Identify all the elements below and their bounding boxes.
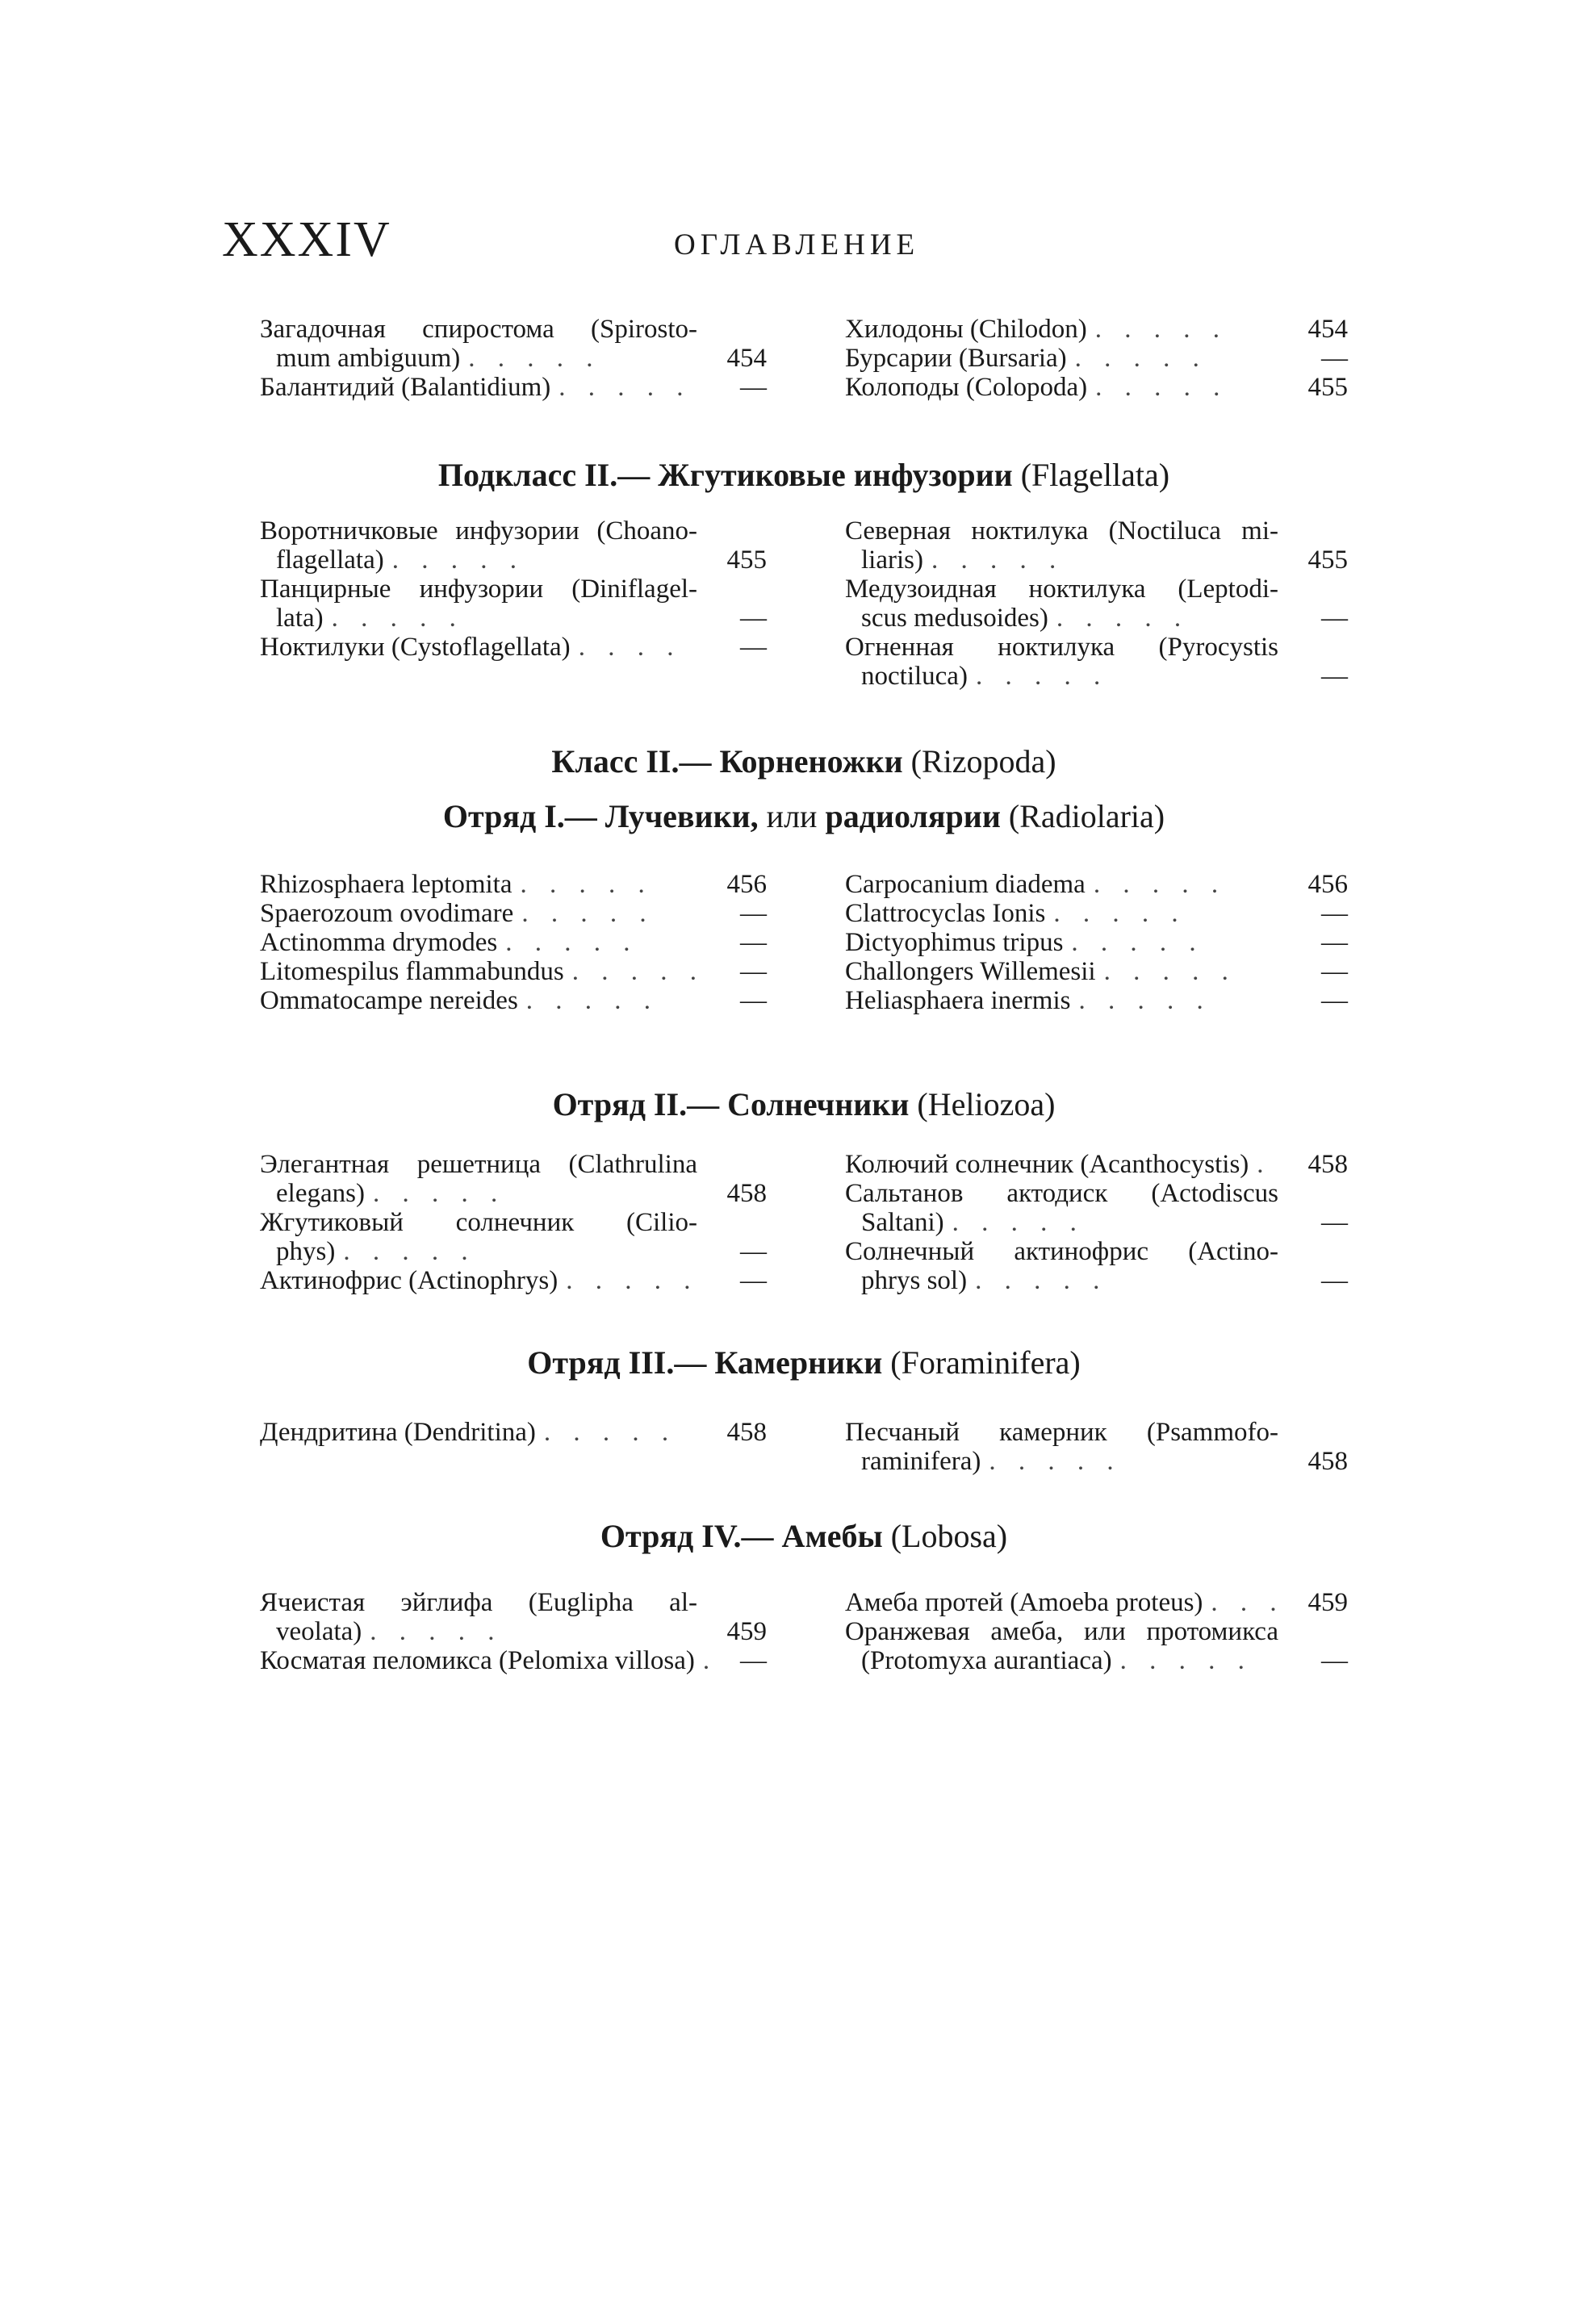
toc-entry-line (260, 1208, 767, 1237)
leader-dots: . . . . . (520, 870, 653, 899)
toc-entry (845, 928, 1348, 957)
class-heading (260, 742, 1348, 780)
toc-entry (260, 315, 767, 373)
order-heading (260, 1517, 1348, 1555)
toc-entry-line (845, 1418, 1348, 1447)
toc-entry (260, 633, 767, 662)
running-head (222, 211, 1352, 276)
toc-entry-text: Дендритина (Dendritina) (260, 1418, 536, 1447)
toc-entry-text: Spaerozoum ovodimare (260, 899, 514, 928)
toc-entry (260, 516, 767, 575)
toc-entry-text: Challongers Willemesii (845, 957, 1096, 986)
toc-entry-text: Dictyophimus tripus (845, 928, 1064, 957)
heading-bold: Подкласс II.— Жгутиковые инфузории (437, 457, 1013, 493)
toc-entry (845, 1179, 1348, 1237)
leader-dots: . . . . . (468, 344, 601, 373)
toc-entry-line (260, 575, 767, 604)
toc-entry-line (845, 1588, 1348, 1617)
toc-page-number: 454 (1307, 315, 1348, 344)
heading-bold: Отряд I.— Лучевики, (442, 798, 759, 834)
toc-page-number: — (740, 1266, 767, 1295)
leader-dots: . . . (1211, 1588, 1285, 1617)
leader-dots: . (1257, 1150, 1272, 1179)
toc-entry-line (845, 1150, 1348, 1179)
toc-entry-text: veolata) (276, 1617, 362, 1646)
toc-entry-line (845, 373, 1348, 402)
leader-dots: . . . . . (331, 604, 464, 633)
toc-column-left (260, 516, 767, 662)
toc-page-number: 458 (726, 1418, 767, 1447)
toc-entry (845, 315, 1348, 344)
toc-entry-line (845, 604, 1348, 633)
toc-entry-line (260, 1179, 767, 1208)
toc-entry-line (260, 1418, 767, 1447)
leader-dots: . . . . . (1095, 373, 1228, 402)
toc-entry-line (260, 899, 767, 928)
toc-entry-text: Clattrocyclas Ionis (845, 899, 1046, 928)
order-heading (260, 797, 1348, 835)
leader-dots: . . . . . (505, 928, 638, 957)
leader-dots: . . . . . (975, 1266, 1108, 1295)
toc-entry (845, 633, 1348, 691)
toc-entry-text: Песчаный камерник (Psammofo- (845, 1418, 1278, 1447)
leader-dots: . . . . . (571, 957, 705, 986)
toc-entry-line (260, 1646, 767, 1675)
leader-dots: . . . . . (931, 545, 1065, 575)
order-heading (260, 1085, 1348, 1123)
toc-column-left (260, 315, 767, 402)
toc-page-number: — (1321, 1646, 1348, 1675)
toc-entry-text: liaris) (861, 545, 923, 575)
leader-dots: . . . . . (543, 1418, 677, 1447)
toc-column-right (845, 315, 1348, 402)
toc-page-number: — (1321, 662, 1348, 691)
toc-entry (845, 1418, 1348, 1476)
toc-entry-line (845, 1617, 1348, 1646)
toc-entry-line (260, 1617, 767, 1646)
leader-dots: . . . . . (372, 1179, 506, 1208)
toc-entry-text: phys) (276, 1237, 336, 1266)
toc-entry (260, 1150, 767, 1208)
toc-entry-line (845, 1447, 1348, 1476)
leader-dots: . . . . . (989, 1447, 1122, 1476)
toc-page-number: 459 (1307, 1588, 1348, 1617)
toc-entry-text: Carpocanium diadema (845, 870, 1086, 899)
toc-entry-line (260, 545, 767, 575)
toc-entry-text: phrys sol) (861, 1266, 968, 1295)
toc-column-right (845, 870, 1348, 1015)
toc-entry-line (845, 575, 1348, 604)
leader-dots: . . . . . (1103, 957, 1236, 986)
toc-entry-line (845, 928, 1348, 957)
toc-entry-text: scus medusoides) (861, 604, 1048, 633)
toc-entry-line (260, 1237, 767, 1266)
toc-page-number: 459 (726, 1617, 767, 1646)
toc-page-number: 456 (726, 870, 767, 899)
page-number: XXXIV (222, 212, 391, 267)
toc-page-number: — (1321, 1208, 1348, 1237)
toc-entry-text: lata) (276, 604, 324, 633)
heading-latin: (Foraminifera) (890, 1344, 1081, 1381)
toc-column-right (845, 1588, 1348, 1675)
toc-column-right (845, 1418, 1348, 1476)
toc-page-number: 458 (726, 1179, 767, 1208)
toc-entry-text: Солнечный актинофрис (Actino- (845, 1237, 1278, 1266)
toc-entry-text: Ommatocampe nereides (260, 986, 518, 1015)
toc-entry-line (845, 1266, 1348, 1295)
toc-page-number: — (740, 1237, 767, 1266)
leader-dots: . . . . . (525, 986, 659, 1015)
heading-latin: (Rizopoda) (910, 743, 1056, 780)
leader-dots: . . . . . (1119, 1646, 1253, 1675)
heading-latin: (Lobosa) (890, 1518, 1008, 1554)
leader-dots: . . . . . (1094, 315, 1228, 344)
toc-page-number: — (740, 633, 767, 662)
toc-entry-line (845, 315, 1348, 344)
toc-entry-text: Косматая пеломикса (Pelomixa villosa) (260, 1646, 695, 1675)
leader-dots: . . . . . (521, 899, 655, 928)
toc-entry-line (260, 315, 767, 344)
heading-mid: или (758, 798, 826, 834)
leader-dots: . . . . . (1071, 928, 1204, 957)
toc-entry-text: Актинофрис (Actinophrys) (260, 1266, 558, 1295)
toc-entry-line (845, 986, 1348, 1015)
leader-dots: . . . . . (370, 1617, 503, 1646)
toc-page-number: — (740, 1646, 767, 1675)
leader-dots: . . . . . (566, 1266, 699, 1295)
leader-dots: . . . . . (391, 545, 525, 575)
toc-entry-text: Огненная ноктилука (Pyrocystis (845, 633, 1278, 662)
toc-entry-text: elegans) (276, 1179, 365, 1208)
toc-column-right (845, 1150, 1348, 1295)
toc-entry-text: Litomespilus flammabundus (260, 957, 564, 986)
toc-entry-line (260, 373, 767, 402)
toc-entry (845, 870, 1348, 899)
toc-entry-text: Жгутиковый солнечник (Cilio- (260, 1208, 697, 1237)
toc-page-number: 455 (1307, 545, 1348, 575)
leader-dots: . . . . . (1053, 899, 1186, 928)
section-heading (260, 456, 1348, 494)
toc-entry-text: Воротничковые инфузории (Choano- (260, 516, 697, 545)
toc-entry (260, 899, 767, 928)
toc-entry-text: Оранжевая амеба, или протомикса (845, 1617, 1278, 1646)
toc-page-number: 455 (726, 545, 767, 575)
toc-entry-text: Бурсарии (Bursaria) (845, 344, 1067, 373)
toc-entry-text: flagellata) (276, 545, 384, 575)
toc-entry-text: Северная ноктилука (Noctiluca mi- (845, 516, 1278, 545)
heading-latin: (Radiolaria) (1008, 798, 1165, 834)
toc-entry-text: Загадочная спиростома (Spirosto- (260, 315, 697, 344)
toc-entry-line (260, 1150, 767, 1179)
leader-dots: . . . . . (952, 1208, 1085, 1237)
leader-dots: . . . . . (975, 662, 1109, 691)
toc-entry-line (845, 957, 1348, 986)
toc-entry-text: Амеба протей (Amoeba proteus) (845, 1588, 1203, 1617)
toc-entry (260, 870, 767, 899)
heading-bold: Отряд III.— Камерники (527, 1344, 883, 1381)
toc-page-number: 458 (1307, 1150, 1348, 1179)
heading-latin: (Flagellata) (1020, 457, 1170, 493)
toc-entry-line (845, 870, 1348, 899)
toc-page-number: — (1321, 957, 1348, 986)
heading-bold: Класс II.— Корненожки (551, 743, 903, 780)
toc-page-number: — (1321, 344, 1348, 373)
toc-entry (260, 1646, 767, 1675)
toc-column-left (260, 1418, 767, 1447)
order-heading (260, 1344, 1348, 1381)
toc-page-number: 458 (1307, 1447, 1348, 1476)
toc-entry (845, 986, 1348, 1015)
toc-entry-line (260, 1588, 767, 1617)
toc-entry-line (260, 516, 767, 545)
toc-entry (260, 1418, 767, 1447)
toc-page-number: — (740, 604, 767, 633)
toc-entry-text: Балантидий (Balantidium) (260, 373, 551, 402)
toc-column-left (260, 1150, 767, 1295)
heading-bold: Отряд II.— Солнечники (552, 1086, 910, 1122)
toc-entry-text: Saltani) (861, 1208, 944, 1237)
toc-page-number: — (740, 899, 767, 928)
toc-entry-line (260, 957, 767, 986)
toc-page-number: — (740, 928, 767, 957)
leader-dots: . . . . . (1074, 344, 1207, 373)
toc-column-right (845, 516, 1348, 691)
toc-entry (845, 957, 1348, 986)
toc-entry (845, 1588, 1348, 1617)
leader-dots: . . . . . (1078, 986, 1211, 1015)
toc-column-left (260, 1588, 767, 1675)
toc-entry (260, 1266, 767, 1295)
toc-entry (260, 575, 767, 633)
toc-entry (845, 899, 1348, 928)
toc-entry-line (260, 928, 767, 957)
toc-entry (845, 516, 1348, 575)
leader-dots: . . . . . (343, 1237, 476, 1266)
toc-entry-text: Колоподы (Colopoda) (845, 373, 1088, 402)
toc-entry-text: Actinomma drymodes (260, 928, 498, 957)
heading-bold-2: радиолярии (825, 798, 1001, 834)
toc-entry (260, 1208, 767, 1266)
toc-entry-text: mum ambiguum) (276, 344, 461, 373)
toc-entry-line (845, 1179, 1348, 1208)
toc-entry-text: Rhizosphaera leptomita (260, 870, 512, 899)
toc-entry-line (260, 344, 767, 373)
toc-entry-line (845, 516, 1348, 545)
toc-entry-line (845, 662, 1348, 691)
toc-entry (260, 928, 767, 957)
toc-entry-text: Ячеистая эйглифа (Euglipha al- (260, 1588, 697, 1617)
toc-page-number: 456 (1307, 870, 1348, 899)
toc-entry-text: Панцирные инфузории (Diniflagel- (260, 575, 697, 604)
leader-dots: . . . . . (1056, 604, 1190, 633)
toc-entry-text: Элегантная решетница (Clathrulina (260, 1150, 697, 1179)
toc-page-number: — (1321, 604, 1348, 633)
toc-page-number: — (740, 957, 767, 986)
leader-dots: . (702, 1646, 718, 1675)
toc-entry (260, 957, 767, 986)
toc-entry-line (845, 344, 1348, 373)
toc-entry-text: Хилодоны (Chilodon) (845, 315, 1087, 344)
leader-dots: . . . . . (1093, 870, 1227, 899)
running-title: ОГЛАВЛЕНИЕ (674, 228, 920, 261)
toc-entry (845, 373, 1348, 402)
toc-entry (845, 1617, 1348, 1675)
toc-page-number: 454 (726, 344, 767, 373)
leader-dots: . . . . (578, 633, 682, 662)
toc-entry-text: Heliasphaera inermis (845, 986, 1071, 1015)
toc-page-number: — (740, 986, 767, 1015)
toc-entry (845, 1150, 1348, 1179)
toc-entry (260, 1588, 767, 1646)
heading-latin: (Heliozoa) (917, 1086, 1056, 1122)
toc-page-number: — (740, 373, 767, 402)
toc-entry (260, 986, 767, 1015)
toc-entry (845, 344, 1348, 373)
toc-entry-line (260, 1266, 767, 1295)
toc-entry-text: Сальтанов актодиск (Actodiscus (845, 1179, 1278, 1208)
toc-entry-text: noctiluca) (861, 662, 968, 691)
toc-entry-line (845, 633, 1348, 662)
toc-entry-text: Ноктилуки (Cystoflagellata) (260, 633, 571, 662)
toc-entry-line (260, 604, 767, 633)
leader-dots: . . . . . (558, 373, 692, 402)
toc-entry-line (845, 1237, 1348, 1266)
toc-page-number: 455 (1307, 373, 1348, 402)
toc-entry (845, 1237, 1348, 1295)
toc-entry-line (260, 633, 767, 662)
toc-entry-line (260, 986, 767, 1015)
toc-entry (845, 575, 1348, 633)
toc-entry-line (845, 545, 1348, 575)
heading-bold: Отряд IV.— Амебы (600, 1518, 883, 1554)
toc-entry (260, 373, 767, 402)
toc-entry-text: (Protomyxa aurantiaca) (861, 1646, 1112, 1675)
toc-entry-text: Колючий солнечник (Acanthocystis) (845, 1150, 1249, 1179)
toc-entry-line (260, 870, 767, 899)
toc-page-number: — (1321, 986, 1348, 1015)
toc-entry-text: raminifera) (861, 1447, 981, 1476)
toc-entry-line (845, 1646, 1348, 1675)
toc-page-number: — (1321, 928, 1348, 957)
toc-page-number: — (1321, 1266, 1348, 1295)
toc-entry-text: Медузоидная ноктилука (Leptodi- (845, 575, 1278, 604)
toc-column-left (260, 870, 767, 1015)
toc-entry-line (845, 1208, 1348, 1237)
toc-entry-line (845, 899, 1348, 928)
toc-page-number: — (1321, 899, 1348, 928)
